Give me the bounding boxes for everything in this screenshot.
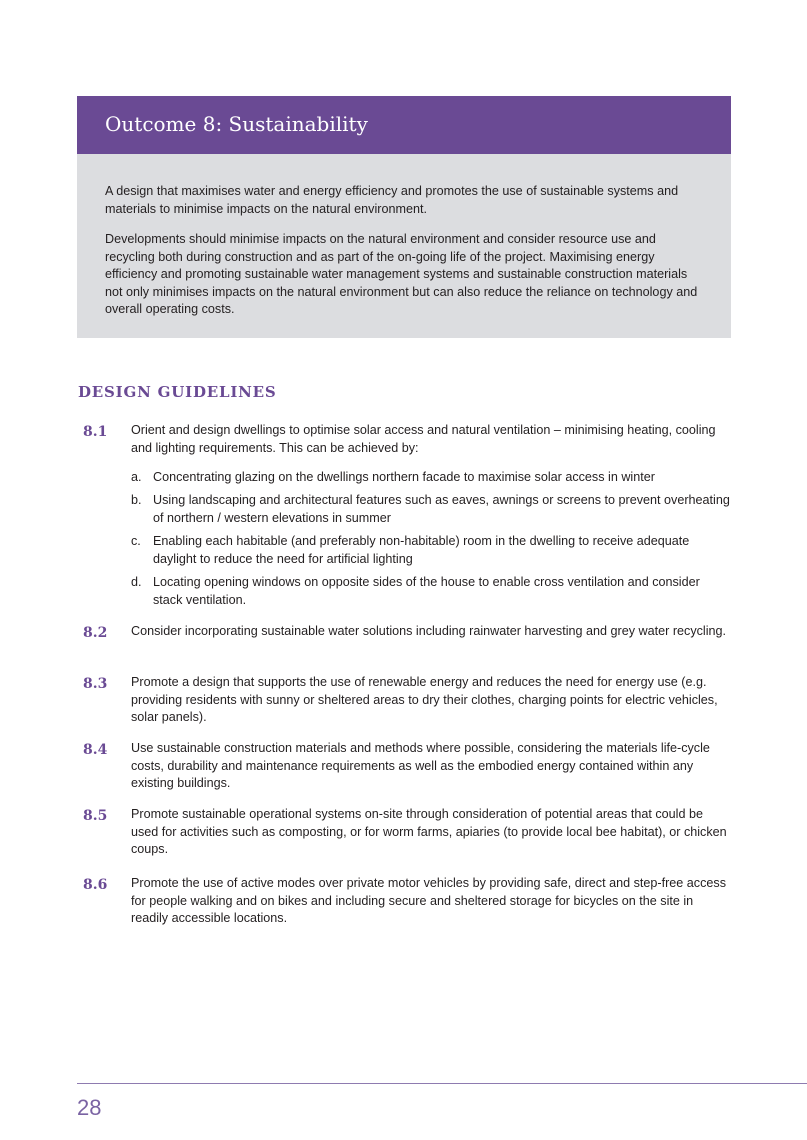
guideline-number: 8.4 (83, 742, 108, 758)
outcome-header (77, 96, 731, 154)
subitem-text: Concentrating glazing on the dwellings northern facade to maximise solar access in winter (153, 470, 655, 484)
guideline-text: Promote the use of active modes over private motor vehicles by providing safe, direct and step-free access for people walking and on bikes and including secure and sheltered storage for bicycles on the site in readily accessible locations. (131, 876, 726, 925)
guideline-text: Promote sustainable operational systems on-site through consideration of potential areas that could be used for activities such as composting, or for worm farms, apiaries (to provide local bee habitat), or chicken coups. (131, 807, 727, 856)
guideline-text: Promote a design that supports the use of renewable energy and reduces the need for energy use (e.g. providing residents with sunny or sheltered areas to dry their clothes, charging points for electric vehicles, solar panels). (131, 675, 718, 724)
subitem-letter: d. (131, 575, 142, 589)
subitem-letter: a. (131, 470, 142, 484)
guideline-number: 8.5 (83, 808, 108, 824)
guideline-number: 8.1 (83, 424, 108, 440)
guideline-number: 8.3 (83, 676, 108, 692)
design-guidelines-heading: DESIGN GUIDELINES (78, 383, 277, 401)
footer-divider (77, 1083, 807, 1084)
subitem-text: Locating opening windows on opposite sides of the house to enable cross ventilation and consider stack ventilation. (153, 575, 700, 607)
outcome-intro: A design that maximises water and energy efficiency and promotes the use of sustainable systems and materials to minimise impacts on the natural environment. (105, 184, 679, 216)
subitem-text: Using landscaping and architectural features such as eaves, awnings or screens to prevent overheating of northern / western elevations in summer (153, 493, 730, 525)
guideline-text: Consider incorporating sustainable water solutions including rainwater harvesting and grey water recycling. (131, 624, 727, 638)
outcome-summary-box (77, 154, 731, 338)
guideline-text: Orient and design dwellings to optimise solar access and natural ventilation – minimising heating, cooling and lighting requirements. This can be achieved by: (131, 423, 716, 455)
guideline-number: 8.2 (83, 625, 108, 641)
outcome-description: Developments should minimise impacts on the natural environment and consider resource use and recycling both during construction and as part of the on-going life of the project. Maximising energy efficiency and promoting sustainable water management systems and sustainable construction materials not only minimises impacts on the natural environment but can also reduce the reliance on technology and overall operating costs. (105, 232, 698, 316)
guideline-number: 8.6 (83, 877, 108, 893)
subitem-text: Enabling each habitable (and preferably non-habitable) room in the dwelling to receive adequate daylight to reduce the need for artificial lighting (153, 534, 690, 566)
page-number: 28 (77, 1095, 102, 1120)
outcome-title: Outcome 8: Sustainability (105, 112, 368, 136)
guideline-text: Use sustainable construction materials and methods where possible, considering the materials life-cycle costs, durability and maintenance requirements as well as the embodied energy contained within any existing buildings. (131, 741, 710, 790)
subitem-letter: c. (131, 534, 141, 548)
subitem-letter: b. (131, 493, 142, 507)
